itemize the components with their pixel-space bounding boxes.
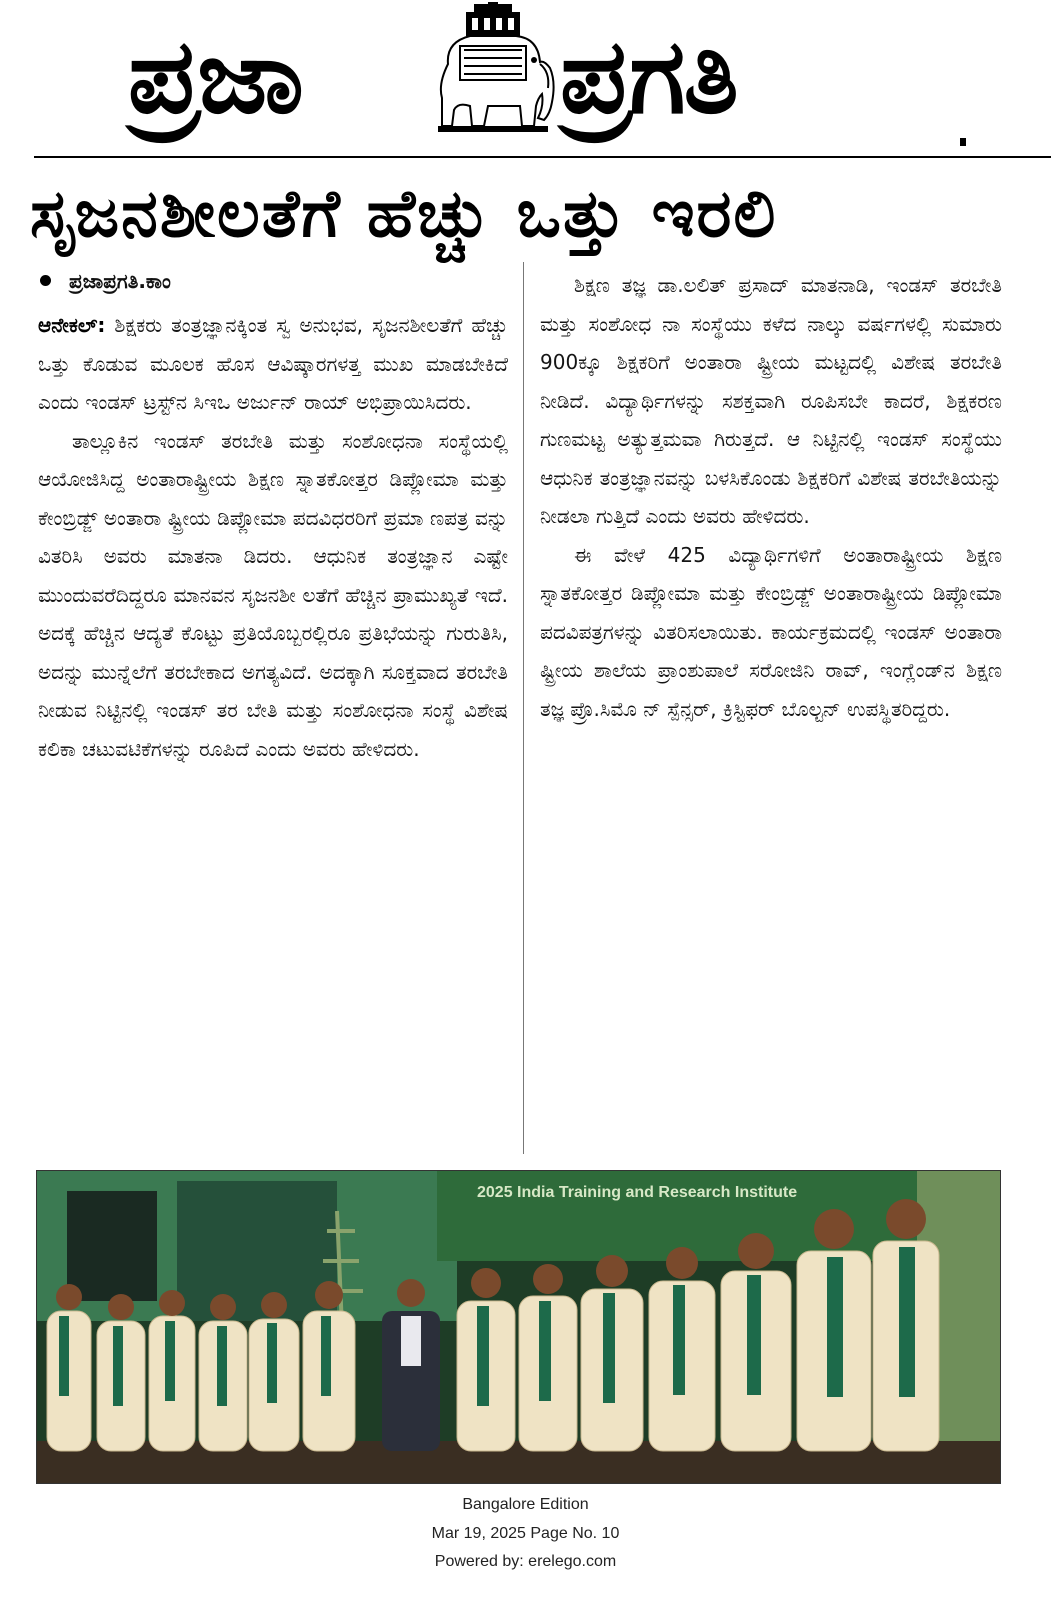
article-column-left [38, 306, 508, 1154]
footer-edition: Bangalore Edition [462, 1496, 589, 1513]
event-photo-illustration [37, 1171, 1000, 1483]
article-paragraph-2: ತಾಲ್ಲೂಕಿನ ಇಂಡಸ್ ತರಬೇತಿ ಮತ್ತು ಸಂಶೋಧನಾ ಸಂಸ್ಥೆಯಲ್ಲಿ ಆಯೋಜಿಸಿದ್ದ ಅಂತಾರಾಷ್ಟ್ರೀಯ ಶಿಕ್ಷಣ ಸ್ನಾತಕೋತ್ತರ ಡಿಪ್ಲೋಮಾ ಮತ್ತು ಕೇಂಬ್ರಿಡ್ಜ್ ಅಂತಾರಾ ಷ್ಟ್ರೀಯ ಡಿಪ್ಲೋಮಾ ಪದವಿಧರರಿಗೆ ಪ್ರಮಾ ಣಪತ್ರ ವನ್ನು ವಿತರಿಸಿ ಅವರು ಮಾತನಾ ಡಿದರು. ಆಧುನಿಕ ತಂತ್ರಜ್ಞಾನ ಎಷ್ಟೇ ಮುಂದುವರೆದಿದ್ದರೂ ಮಾನವನ ಸೃಜನಶೀ ಲತೆಗೆ ಹೆಚ್ಚಿನ ಪ್ರಾಮುಖ್ಯತೆ ಇದೆ. ಅದಕ್ಕೆ ಹೆಚ್ಚಿನ ಆದ್ಯತೆ ಕೊಟ್ಟು ಪ್ರತಿಯೊಬ್ಬರಲ್ಲಿರೂ ಪ್ರತಿಭೆಯನ್ನು ಗುರುತಿಸಿ, ಅದನ್ನು ಮುನ್ನೆಲೆಗೆ ತರಬೇಕಾದ ಅಗತ್ಯವಿದೆ. ಅದಕ್ಕಾಗಿ ಸೂಕ್ತವಾದ ತರಬೇತಿ ನೀಡುವ ನಿಟ್ಟಿನಲ್ಲಿ ಇಂಡಸ್ ತರ ಬೇತಿ ಮತ್ತು ಸಂಶೋಧನಾ ಸಂಸ್ಥೆ ವಿಶೇಷ ಕಲಿಕಾ ಚಟುವಟಿಕೆಗಳನ್ನು ರೂಪಿದೆ ಎಂದು ಅವರು ಹೇಳಿದರು. [38, 428, 508, 761]
footer-powered-by: Powered by: erelego.com [434, 1553, 617, 1570]
article-paragraph-1 [38, 306, 508, 422]
masthead-mark [960, 138, 966, 146]
photo-banner-text: 2025 India Training and Research Institute [477, 1184, 798, 1201]
article-paragraph-4: ಈ ವೇಳೆ 425 ವಿದ್ಯಾರ್ಥಿಗಳಿಗೆ ಅಂತಾರಾಷ್ಟ್ರೀಯ ಶಿಕ್ಷಣ ಸ್ನಾತಕೋತ್ತರ ಡಿಪ್ಲೋಮಾ ಮತ್ತು ಕೇಂಬ್ರಿಡ್ಜ್ ಅಂತಾರಾಷ್ಟ್ರೀಯ ಡಿಪ್ಲೋಮಾ ಪದವಿಪತ್ರಗಳನ್ನು ವಿತರಿಸಲಾಯಿತು. ಕಾರ್ಯಕ್ರಮದಲ್ಲಿ ಇಂಡಸ್ ಅಂತಾರಾ ಷ್ಟ್ರೀಯ ಶಾಲೆಯ ಪ್ರಾಂಶುಪಾಲೆ ಸರೋಜಿನಿ ರಾವ್, ಇಂಗ್ಲೆಂಡ್‌ನ ಶಿಕ್ಷಣ ತಜ್ಞ ಪ್ರೊ.ಸಿಮೊ ನ್ ಸ್ಪೆನ್ಸರ್, ಕ್ರಿಸ್ಟಿಫರ್ ಬೊಲ್ಟನ್ ಉಪಸ್ಥಿತರಿದ್ದರು. [540, 542, 1002, 721]
event-photo [36, 1170, 1001, 1484]
byline [40, 266, 171, 296]
article-headline: ಸೃಜನಶೀಲತೆಗೆ ಹೆಚ್ಚು ಒತ್ತು ಇರಲಿ [30, 175, 778, 252]
bullet-icon [40, 275, 51, 286]
elephant-icon [418, 2, 568, 134]
dateline: ಆನೇಕಲ್: [38, 313, 106, 337]
masthead-divider [34, 156, 1051, 158]
masthead [0, 0, 1051, 158]
masthead-title-left: ಪ್ರಜಾ [128, 15, 302, 137]
article-column-right [540, 266, 1002, 1154]
byline-text: ಪ್ರಜಾಪ್ರಗತಿ.ಕಾಂ [69, 269, 171, 293]
masthead-title-right: ಪ್ರಗತಿ [560, 15, 737, 137]
column-divider [523, 262, 524, 1154]
article-paragraph-3: ಶಿಕ್ಷಣ ತಜ್ಞ ಡಾ.ಲಲಿತ್ ಪ್ರಸಾದ್ ಮಾತನಾಡಿ, ಇಂಡಸ್ ತರಬೇತಿ ಮತ್ತು ಸಂಶೋಧ ನಾ ಸಂಸ್ಥೆಯು ಕಳೆದ ನಾಲ್ಕು ವರ್ಷಗಳಲ್ಲಿ ಸುಮಾರು 900ಕ್ಕೂ ಶಿಕ್ಷಕರಿಗೆ ಅಂತಾರಾ ಷ್ಟ್ರೀಯ ಮಟ್ಟದಲ್ಲಿ ವಿಶೇಷ ತರಬೇತಿ ನೀಡಿದೆ. ವಿದ್ಯಾರ್ಥಿಗಳನ್ನು ಸಶಕ್ತವಾಗಿ ರೂಪಿಸಬೇ ಕಾದರೆ, ಶಿಕ್ಷಕರಣ ಗುಣಮಟ್ಟ ಅತ್ಯುತ್ತಮವಾ ಗಿರುತ್ತದೆ. ಆ ನಿಟ್ಟಿನಲ್ಲಿ ಇಂಡಸ್ ಸಂಸ್ಥೆಯು ಆಧುನಿಕ ತಂತ್ರಜ್ಞಾನವನ್ನು ಬಳಸಿಕೊಂಡು ಶಿಕ್ಷಕರಿಗೆ ವಿಶೇಷ ತರಬೇತಿಯನ್ನು ನೀಡಲಾ ಗುತ್ತಿದೆ ಎಂದು ಅವರು ಹೇಳಿದರು. [540, 273, 1002, 528]
footer-date-page: Mar 19, 2025 Page No. 10 [431, 1525, 620, 1542]
article-paragraph-1-text: ಶಿಕ್ಷಕರು ತಂತ್ರಜ್ಞಾನಕ್ಕಿಂತ ಸ್ವ ಅನುಭವ, ಸೃಜನಶೀಲತೆಗೆ ಹೆಚ್ಚು ಒತ್ತು ಕೊಡುವ ಮೂಲಕ ಹೊಸ ಆವಿಷ್ಕಾರಗಳತ್ತ ಮುಖ ಮಾಡಬೇಕಿದೆ ಎಂದು ಇಂಡಸ್ ಟ್ರಸ್ಟ್‌ನ ಸಿಇಒ ಅರ್ಜುನ್ ರಾಯ್ ಅಭಿಪ್ರಾಯಿಸಿದರು. [38, 313, 508, 414]
